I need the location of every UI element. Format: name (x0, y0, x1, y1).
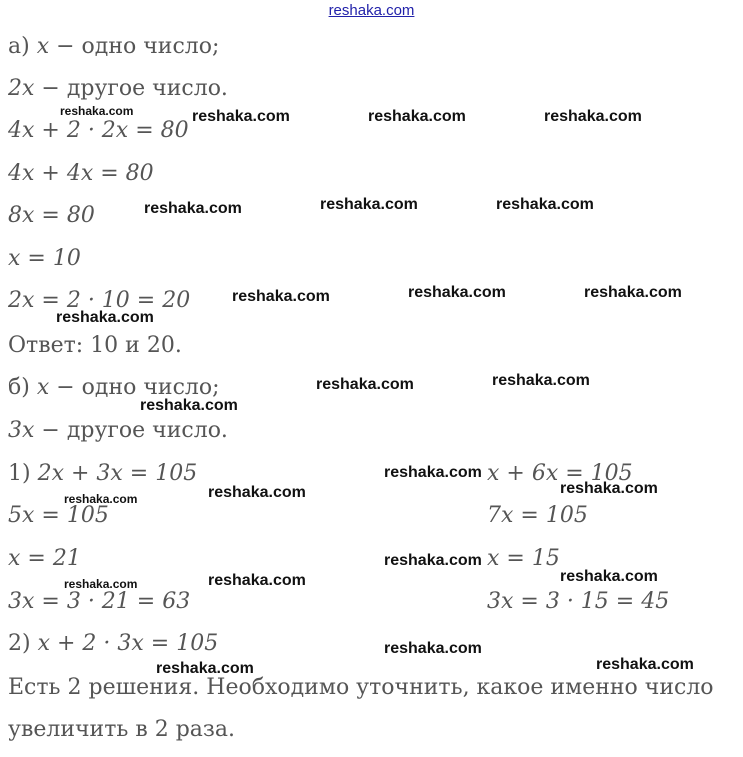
watermark: reshaka.com (584, 284, 682, 301)
equation-1: 4x + 2 · 2x = 80 (8, 118, 189, 143)
var-2x: 2x (8, 76, 35, 101)
site-header-link[interactable]: reshaka.com (328, 2, 415, 19)
part-b-label: б) (8, 375, 37, 400)
watermark: reshaka.com (64, 492, 138, 506)
equation-2: 4x + 4x = 80 (8, 161, 154, 186)
text-one-number: − одно число; (49, 375, 220, 400)
watermark: reshaka.com (140, 397, 238, 414)
watermark: reshaka.com (560, 480, 658, 497)
watermark: reshaka.com (156, 660, 254, 677)
solution-1-step-4: 3x = 3 · 21 = 63 (8, 589, 191, 614)
text-other-number: − другое число. (34, 418, 228, 443)
solution-1-expr: 2x + 3x = 105 (37, 461, 198, 486)
equation-5: 2x = 2 · 10 = 20 (8, 288, 191, 313)
watermark: reshaka.com (384, 464, 482, 481)
solution-2-step-4: 3x = 3 · 15 = 45 (487, 589, 670, 614)
watermark: reshaka.com (64, 577, 138, 591)
watermark: reshaka.com (208, 572, 306, 589)
solution-2-expr: x + 2 · 3x = 105 (37, 631, 219, 656)
watermark: reshaka.com (384, 640, 482, 657)
watermark: reshaka.com (496, 196, 594, 213)
answer-a: Ответ: 10 и 20. (8, 333, 182, 358)
solution-1-step-3: x = 21 (8, 546, 81, 571)
solution-2-equation (8, 631, 218, 657)
solution-2-step-2: 7x = 105 (487, 503, 588, 528)
solution-2-step-3: x = 15 (487, 546, 560, 571)
solution-2-step-1: x + 6x = 105 (487, 461, 633, 486)
watermark: reshaka.com (192, 108, 290, 125)
solution-1-label: 1) (8, 461, 38, 486)
watermark: reshaka.com (60, 104, 134, 118)
watermark: reshaka.com (320, 196, 418, 213)
watermark: reshaka.com (492, 372, 590, 389)
solution-1-equation (8, 461, 197, 487)
text-other-number: − другое число. (34, 76, 228, 101)
var-3x: 3x (8, 418, 35, 443)
watermark: reshaka.com (560, 568, 658, 585)
watermark: reshaka.com (596, 656, 694, 673)
watermark: reshaka.com (544, 108, 642, 125)
watermark: reshaka.com (208, 484, 306, 501)
watermark: reshaka.com (56, 309, 154, 326)
conclusion-line-2: увеличить в 2 раза. (8, 717, 236, 742)
watermark: reshaka.com (368, 108, 466, 125)
var-x: x (36, 34, 50, 59)
equation-3: 8x = 80 (8, 203, 95, 228)
watermark: reshaka.com (408, 284, 506, 301)
part-a-label: а) (8, 34, 37, 59)
watermark: reshaka.com (316, 376, 414, 393)
line-a-other-number (8, 76, 228, 102)
solution-2-label: 2) (8, 631, 38, 656)
var-x: x (36, 375, 50, 400)
watermark: reshaka.com (384, 552, 482, 569)
text-one-number: − одно число; (49, 34, 220, 59)
line-a-one-number (8, 34, 219, 60)
equation-4: x = 10 (8, 246, 81, 271)
watermark: reshaka.com (232, 288, 330, 305)
solution-1-step-2: 5x = 105 (8, 503, 109, 528)
conclusion-line-1: Есть 2 решения. Необходимо уточнить, какое именно число (8, 675, 714, 700)
watermark: reshaka.com (144, 200, 242, 217)
line-b-other-number (8, 418, 228, 444)
